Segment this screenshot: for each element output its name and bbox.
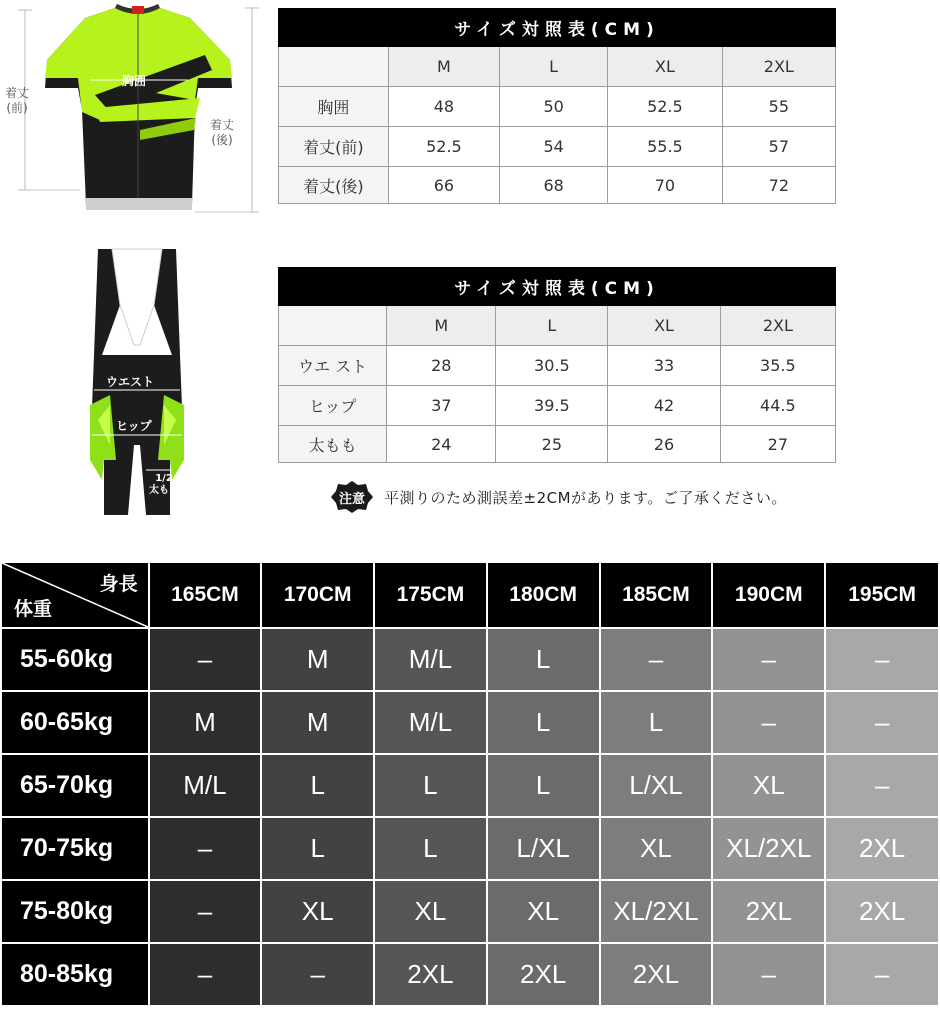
table-cell: 28 — [387, 346, 496, 386]
table-cell: 55.5 — [608, 127, 722, 167]
weight-label: 70-75kg — [1, 817, 149, 880]
size-cell: – — [600, 628, 713, 691]
size-cell: XL — [600, 817, 713, 880]
table-cell: 48 — [388, 87, 499, 127]
size-header: XL — [608, 306, 720, 346]
caution-badge — [330, 480, 374, 514]
length-back-label: 着丈 (後) — [209, 118, 234, 147]
table-cell: 42 — [608, 386, 720, 426]
size-header: 2XL — [722, 47, 835, 87]
table-cell: 35.5 — [720, 346, 835, 386]
table-cell: 50 — [500, 87, 608, 127]
height-header: 180CM — [487, 562, 600, 628]
size-cell: 2XL — [712, 880, 825, 943]
bib-illustration — [80, 245, 195, 520]
size-cell: L — [261, 754, 374, 817]
table-cell: 33 — [608, 346, 720, 386]
size-cell: – — [149, 880, 262, 943]
size-cell: – — [149, 817, 262, 880]
table-cell: 39.5 — [496, 386, 608, 426]
weight-label: 75-80kg — [1, 880, 149, 943]
grid-row — [1, 628, 939, 691]
size-cell: L/XL — [487, 817, 600, 880]
size-cell: M — [261, 691, 374, 754]
chest-label: 胸囲 — [122, 74, 147, 88]
size-cell: XL/2XL — [600, 880, 713, 943]
size-cell: L — [374, 754, 487, 817]
grid-row — [1, 691, 939, 754]
weight-label: 60-65kg — [1, 691, 149, 754]
row-label: 太もも — [279, 426, 387, 463]
length-front-label: 着丈 (前) — [4, 86, 29, 115]
size-cell: 2XL — [374, 943, 487, 1006]
size-cell: 2XL — [600, 943, 713, 1006]
table-cell: 66 — [388, 167, 499, 204]
bib-size-table — [278, 267, 836, 463]
size-cell: M/L — [374, 691, 487, 754]
note-text: 平測りのため測誤差±2CMがあります。ご了承ください。 — [384, 488, 787, 507]
table-cell: 30.5 — [496, 346, 608, 386]
size-cell: – — [825, 754, 939, 817]
size-header: M — [388, 47, 499, 87]
jersey-size-table-title: サイズ対照表(CM) — [279, 9, 836, 47]
thigh-label: 1/2 太もも — [149, 473, 179, 496]
waist-label: ウエスト — [106, 375, 155, 389]
size-cell: – — [712, 943, 825, 1006]
caution-badge-label: 注意 — [338, 492, 365, 507]
table-row — [279, 127, 836, 167]
size-cell: – — [149, 628, 262, 691]
size-cell: L/XL — [600, 754, 713, 817]
size-header: 2XL — [720, 306, 835, 346]
table-cell: 27 — [720, 426, 835, 463]
table-cell: 44.5 — [720, 386, 835, 426]
height-axis-label: 身長 — [99, 574, 138, 595]
size-cell: L — [374, 817, 487, 880]
weight-label: 65-70kg — [1, 754, 149, 817]
size-cell: – — [825, 691, 939, 754]
weight-label: 55-60kg — [1, 628, 149, 691]
table-row — [279, 386, 836, 426]
size-cell: L — [487, 754, 600, 817]
table-cell: 25 — [496, 426, 608, 463]
table-cell: 24 — [387, 426, 496, 463]
size-cell: – — [261, 943, 374, 1006]
size-header: XL — [608, 47, 722, 87]
table-cell: 70 — [608, 167, 722, 204]
size-cell: XL — [261, 880, 374, 943]
table-cell: 26 — [608, 426, 720, 463]
row-label: 着丈(後) — [279, 167, 389, 204]
size-cell: – — [149, 943, 262, 1006]
row-label: ヒップ — [279, 386, 387, 426]
size-header: M — [387, 306, 496, 346]
table-corner — [279, 47, 389, 87]
table-row — [279, 426, 836, 463]
size-cell: XL — [712, 754, 825, 817]
size-cell: – — [825, 628, 939, 691]
height-header: 165CM — [149, 562, 262, 628]
table-cell: 55 — [722, 87, 835, 127]
size-cell: L — [600, 691, 713, 754]
table-row — [279, 87, 836, 127]
table-row — [279, 346, 836, 386]
size-cell: – — [712, 691, 825, 754]
size-header: L — [496, 306, 608, 346]
size-cell: – — [712, 628, 825, 691]
height-header: 175CM — [374, 562, 487, 628]
grid-row — [1, 817, 939, 880]
size-cell: M — [261, 628, 374, 691]
weight-axis-label: 体重 — [14, 599, 53, 620]
hip-label: ヒップ — [116, 419, 152, 433]
size-cell: M/L — [374, 628, 487, 691]
row-label: 着丈(前) — [279, 127, 389, 167]
size-cell: XL — [374, 880, 487, 943]
height-header: 195CM — [825, 562, 939, 628]
height-header: 190CM — [712, 562, 825, 628]
grid-row — [1, 880, 939, 943]
table-cell: 68 — [500, 167, 608, 204]
bib-size-table-title: サイズ対照表(CM) — [279, 268, 836, 306]
jersey-illustration — [0, 0, 270, 220]
height-header: 170CM — [261, 562, 374, 628]
size-header: L — [500, 47, 608, 87]
table-row — [279, 167, 836, 204]
size-cell: XL — [487, 880, 600, 943]
size-cell: L — [487, 628, 600, 691]
grid-corner — [1, 562, 149, 628]
measurement-note — [330, 481, 787, 513]
table-cell: 72 — [722, 167, 835, 204]
table-corner — [279, 306, 387, 346]
size-cell: M/L — [149, 754, 262, 817]
jersey-drawing — [0, 0, 270, 220]
table-cell: 57 — [722, 127, 835, 167]
row-label: ウエ スト — [279, 346, 387, 386]
size-cell: XL/2XL — [712, 817, 825, 880]
row-label: 胸囲 — [279, 87, 389, 127]
size-cell: M — [149, 691, 262, 754]
grid-row — [1, 754, 939, 817]
size-cell: – — [825, 943, 939, 1006]
size-cell: 2XL — [825, 817, 939, 880]
grid-row — [1, 943, 939, 1006]
table-cell: 37 — [387, 386, 496, 426]
size-cell: 2XL — [825, 880, 939, 943]
size-cell: L — [261, 817, 374, 880]
table-cell: 52.5 — [388, 127, 499, 167]
table-cell: 52.5 — [608, 87, 722, 127]
size-cell: L — [487, 691, 600, 754]
size-recommendation-grid — [0, 561, 940, 1007]
grid-header-row — [1, 562, 939, 628]
height-header: 185CM — [600, 562, 713, 628]
size-cell: 2XL — [487, 943, 600, 1006]
weight-label: 80-85kg — [1, 943, 149, 1006]
jersey-size-table — [278, 8, 836, 204]
table-cell: 54 — [500, 127, 608, 167]
